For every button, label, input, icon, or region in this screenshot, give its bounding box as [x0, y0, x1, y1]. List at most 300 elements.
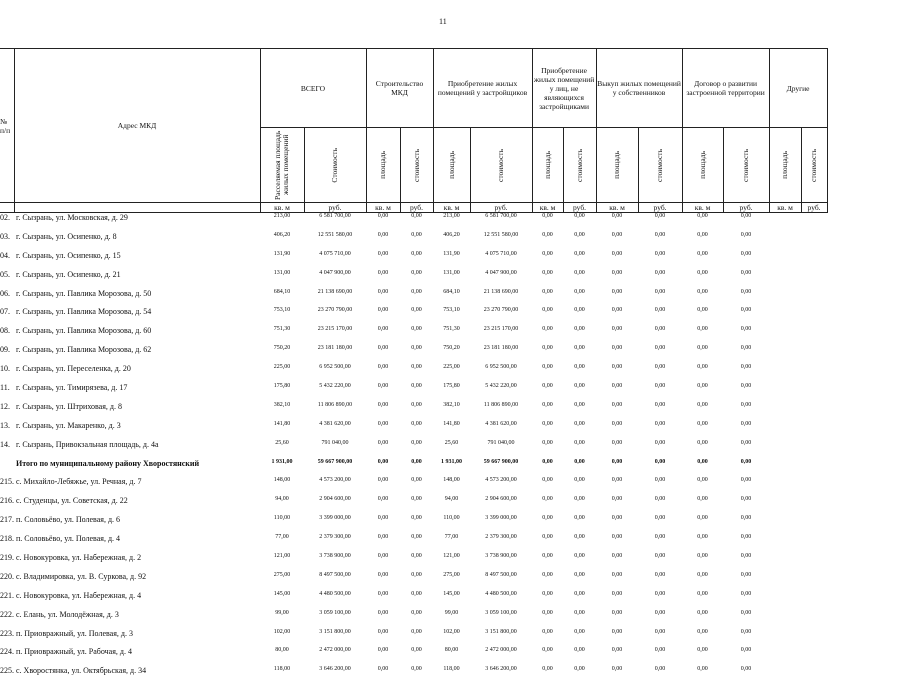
row-value: 0,00 [638, 363, 682, 382]
row-value: 751,30 [260, 325, 304, 344]
row-value: 0,00 [682, 401, 723, 420]
row-address: с. Владимировка, ул. В. Суркова, д. 92 [14, 571, 260, 590]
unit-area: кв. м [433, 203, 470, 213]
row-address: с. Елань, ул. Молодёжная, д. 3 [14, 609, 260, 628]
group-header-construction: Строительство МКД [366, 49, 433, 128]
row-address: п. Приовражный, ул. Полевая, д. 3 [14, 628, 260, 647]
row-value: 0,00 [563, 288, 596, 307]
row-value: 0,00 [563, 363, 596, 382]
row-value: 0,00 [400, 439, 433, 458]
row-value: 684,10 [260, 288, 304, 307]
unit-area: кв. м [682, 203, 723, 213]
table-row [0, 533, 827, 552]
row-value: 141,80 [260, 420, 304, 439]
row-number: 05. [0, 269, 14, 288]
row-value: 0,00 [366, 533, 400, 552]
row-value: 0,00 [682, 420, 723, 439]
table-row [0, 552, 827, 571]
row-value: 2 379 300,00 [304, 533, 366, 552]
row-value: 4 047 900,00 [304, 269, 366, 288]
row-value: 0,00 [366, 382, 400, 401]
row-value: 0,00 [400, 609, 433, 628]
row-value: 0,00 [366, 590, 400, 609]
row-value: 0,00 [638, 609, 682, 628]
row-value: 59 667 900,00 [470, 458, 532, 477]
row-value: 0,00 [532, 363, 563, 382]
row-value: 0,00 [366, 665, 400, 684]
row-value: 0,00 [532, 213, 563, 231]
row-value: 0,00 [723, 213, 769, 231]
row-value: 213,00 [260, 213, 304, 231]
row-value: 0,00 [532, 590, 563, 609]
row-value: 4 573 200,00 [304, 476, 366, 495]
row-value: 25,60 [260, 439, 304, 458]
row-value: 0,00 [596, 269, 638, 288]
row-value: 2 472 000,00 [304, 646, 366, 665]
row-value: 145,00 [433, 590, 470, 609]
row-value: 0,00 [638, 231, 682, 250]
row-value: 3 399 000,00 [304, 514, 366, 533]
row-value: 406,20 [260, 231, 304, 250]
row-value: 213,00 [433, 213, 470, 231]
row-value: 12 551 580,00 [470, 231, 532, 250]
row-value: 148,00 [433, 476, 470, 495]
row-value: 0,00 [366, 325, 400, 344]
subheader-area: площадь [769, 128, 801, 203]
row-value: 0,00 [596, 231, 638, 250]
row-value: 0,00 [532, 344, 563, 363]
row-value: 0,00 [638, 665, 682, 684]
row-address: г. Сызрань, ул. Осипенко, д. 21 [14, 269, 260, 288]
row-value: 3 059 100,00 [304, 609, 366, 628]
row-value: 0,00 [682, 552, 723, 571]
row-value: 0,00 [723, 420, 769, 439]
row-value: 0,00 [532, 495, 563, 514]
table-row [0, 306, 827, 325]
group-header-buyout: Выкуп жилых помещений у собственников [596, 49, 682, 128]
row-value: 2 904 600,00 [304, 495, 366, 514]
subheader-cost: стоимость [563, 128, 596, 203]
row-value: 77,00 [260, 533, 304, 552]
row-value: 751,30 [433, 325, 470, 344]
subheader-area: площадь [366, 128, 400, 203]
row-value: 0,00 [682, 363, 723, 382]
row-number: 12. [0, 401, 14, 420]
row-value: 0,00 [366, 495, 400, 514]
row-value: 0,00 [682, 250, 723, 269]
table-row [0, 628, 827, 647]
row-value: 0,00 [400, 665, 433, 684]
row-value: 0,00 [638, 250, 682, 269]
table-row [0, 250, 827, 269]
row-value: 0,00 [366, 439, 400, 458]
row-value: 0,00 [563, 231, 596, 250]
row-value: 59 667 900,00 [304, 458, 366, 477]
row-value: 0,00 [532, 250, 563, 269]
row-value: 141,80 [433, 420, 470, 439]
row-value: 0,00 [563, 269, 596, 288]
row-value: 0,00 [638, 533, 682, 552]
row-value: 0,00 [596, 646, 638, 665]
row-value: 99,00 [433, 609, 470, 628]
row-number: 218. [0, 533, 14, 552]
table-row [0, 288, 827, 307]
row-value: 0,00 [596, 306, 638, 325]
row-value: 0,00 [682, 628, 723, 647]
row-number: 02. [0, 213, 14, 231]
row-value: 11 806 890,00 [304, 401, 366, 420]
subheader-resettled-area: Расселяемая площадь жилых помещений [260, 128, 304, 203]
row-value: 0,00 [723, 344, 769, 363]
row-value: 0,00 [682, 306, 723, 325]
row-value: 0,00 [596, 288, 638, 307]
row-value: 225,00 [433, 363, 470, 382]
table-header [0, 49, 827, 213]
table-row [0, 401, 827, 420]
row-value: 0,00 [400, 552, 433, 571]
row-value: 0,00 [563, 382, 596, 401]
row-value: 0,00 [682, 476, 723, 495]
unit-area: кв. м [596, 203, 638, 213]
table-row [0, 571, 827, 590]
row-value: 0,00 [366, 476, 400, 495]
subheader-cost: Стоимость [304, 128, 366, 203]
row-value: 2 379 300,00 [470, 533, 532, 552]
row-value: 8 497 500,00 [304, 571, 366, 590]
row-value: 6 952 500,00 [304, 363, 366, 382]
row-value: 0,00 [682, 269, 723, 288]
row-value: 80,00 [433, 646, 470, 665]
row-value: 0,00 [638, 571, 682, 590]
row-value: 110,00 [433, 514, 470, 533]
row-value: 275,00 [433, 571, 470, 590]
row-value: 0,00 [366, 269, 400, 288]
row-value: 3 646 200,00 [304, 665, 366, 684]
table-row [0, 609, 827, 628]
row-value: 0,00 [400, 344, 433, 363]
row-value: 0,00 [723, 495, 769, 514]
row-value: 0,00 [682, 590, 723, 609]
row-value: 4 075 710,00 [304, 250, 366, 269]
row-value: 0,00 [366, 571, 400, 590]
row-value: 0,00 [596, 363, 638, 382]
row-address: г. Сызрань, ул. Павлика Морозова, д. 50 [14, 288, 260, 307]
row-value: 0,00 [400, 288, 433, 307]
row-number [0, 458, 14, 477]
row-value: 0,00 [563, 514, 596, 533]
row-address: с. Студенцы, ул. Советская, д. 22 [14, 495, 260, 514]
row-value: 0,00 [532, 609, 563, 628]
row-value: 148,00 [260, 476, 304, 495]
row-value: 4 381 620,00 [304, 420, 366, 439]
group-header-other: Другие [769, 49, 827, 128]
row-value: 0,00 [723, 571, 769, 590]
unit-rub: руб. [304, 203, 366, 213]
row-value: 11 806 890,00 [470, 401, 532, 420]
row-value: 0,00 [400, 231, 433, 250]
row-value: 0,00 [638, 476, 682, 495]
row-value: 0,00 [638, 439, 682, 458]
row-number: 220. [0, 571, 14, 590]
row-number: 215. [0, 476, 14, 495]
row-value: 0,00 [563, 420, 596, 439]
row-address: г. Сызрань, ул. Московская, д. 29 [14, 213, 260, 231]
group-header-non-developers: Приобретение жилых помещений у лиц, не являющихся застройщиками [532, 49, 596, 128]
row-value: 0,00 [723, 628, 769, 647]
row-value: 0,00 [682, 571, 723, 590]
row-value: 225,00 [260, 363, 304, 382]
row-value: 0,00 [563, 609, 596, 628]
row-value: 0,00 [400, 646, 433, 665]
row-value: 0,00 [366, 646, 400, 665]
row-number: 04. [0, 250, 14, 269]
row-value: 0,00 [638, 269, 682, 288]
row-value: 0,00 [532, 458, 563, 477]
row-value: 12 551 580,00 [304, 231, 366, 250]
row-value: 0,00 [723, 269, 769, 288]
table-row [0, 363, 827, 382]
row-value: 0,00 [682, 325, 723, 344]
row-value: 0,00 [400, 213, 433, 231]
row-value: 0,00 [366, 420, 400, 439]
row-address: с. Новокуровка, ул. Набережная, д. 4 [14, 590, 260, 609]
row-value: 0,00 [723, 439, 769, 458]
group-header-total: ВСЕГО [260, 49, 366, 128]
group-header-development-agreement: Договор о развитии застроенной территории [682, 49, 769, 128]
row-value: 0,00 [638, 458, 682, 477]
row-value: 0,00 [366, 552, 400, 571]
row-value: 145,00 [260, 590, 304, 609]
row-value: 0,00 [638, 401, 682, 420]
row-value: 0,00 [596, 476, 638, 495]
row-value: 0,00 [682, 646, 723, 665]
row-value: 6 581 700,00 [470, 213, 532, 231]
unit-rub: руб. [400, 203, 433, 213]
row-address: п. Приовражный, ул. Рабочая, д. 4 [14, 646, 260, 665]
row-value: 0,00 [723, 646, 769, 665]
unit-area: кв. м [366, 203, 400, 213]
resettlement-table [0, 48, 828, 684]
row-value: 0,00 [682, 213, 723, 231]
row-value: 0,00 [596, 552, 638, 571]
row-value: 0,00 [723, 609, 769, 628]
row-value: 0,00 [723, 590, 769, 609]
unit-area: кв. м [260, 203, 304, 213]
row-value: 6 952 500,00 [470, 363, 532, 382]
row-value: 8 497 500,00 [470, 571, 532, 590]
unit-rub: руб. [638, 203, 682, 213]
row-value: 0,00 [366, 458, 400, 477]
row-address: г. Сызрань, ул. Тимирязева, д. 17 [14, 382, 260, 401]
row-value: 131,90 [433, 250, 470, 269]
row-value: 0,00 [400, 571, 433, 590]
table-row [0, 382, 827, 401]
subheader-cost: стоимость [801, 128, 827, 203]
row-value: 0,00 [563, 439, 596, 458]
row-value: 94,00 [260, 495, 304, 514]
row-value: 0,00 [596, 439, 638, 458]
group-header-developers: Приобретение жилых помещений у застройщиков [433, 49, 532, 128]
row-value: 131,90 [260, 250, 304, 269]
row-value: 0,00 [723, 458, 769, 477]
row-value: 0,00 [596, 628, 638, 647]
row-address: г. Сызрань, ул. Осипенко, д. 8 [14, 231, 260, 250]
row-value: 0,00 [366, 288, 400, 307]
row-value: 0,00 [723, 514, 769, 533]
row-value: 0,00 [366, 363, 400, 382]
row-number: 225. [0, 665, 14, 684]
row-value: 0,00 [682, 495, 723, 514]
row-value: 0,00 [596, 571, 638, 590]
row-value: 0,00 [400, 363, 433, 382]
row-number: 07. [0, 306, 14, 325]
row-value: 0,00 [532, 269, 563, 288]
row-value: 0,00 [682, 533, 723, 552]
row-number: 13. [0, 420, 14, 439]
row-value: 0,00 [400, 495, 433, 514]
row-value: 0,00 [532, 325, 563, 344]
row-value: 80,00 [260, 646, 304, 665]
row-value: 0,00 [596, 382, 638, 401]
row-value: 77,00 [433, 533, 470, 552]
row-value: 175,80 [260, 382, 304, 401]
table-row [0, 213, 827, 231]
row-value: 0,00 [400, 420, 433, 439]
row-value: 0,00 [682, 609, 723, 628]
subheader-cost: стоимость [723, 128, 769, 203]
unit-rub: руб. [470, 203, 532, 213]
row-number: 14. [0, 439, 14, 458]
table-row [0, 495, 827, 514]
table-row [0, 325, 827, 344]
row-value: 131,00 [433, 269, 470, 288]
row-value: 3 399 000,00 [470, 514, 532, 533]
row-value: 4 047 900,00 [470, 269, 532, 288]
table-row [0, 646, 827, 665]
row-value: 0,00 [532, 476, 563, 495]
row-value: 0,00 [596, 325, 638, 344]
row-value: 0,00 [682, 382, 723, 401]
row-value: 110,00 [260, 514, 304, 533]
row-value: 0,00 [596, 420, 638, 439]
table-row [0, 665, 827, 684]
row-number: 09. [0, 344, 14, 363]
row-value: 0,00 [596, 344, 638, 363]
row-value: 0,00 [563, 665, 596, 684]
row-value: 0,00 [366, 306, 400, 325]
subheader-area: площадь [682, 128, 723, 203]
row-value: 3 151 800,00 [470, 628, 532, 647]
row-value: 0,00 [400, 269, 433, 288]
row-address: с. Новокуровка, ул. Набережная, д. 2 [14, 552, 260, 571]
row-value: 3 646 200,00 [470, 665, 532, 684]
row-number: 03. [0, 231, 14, 250]
row-value: 0,00 [638, 288, 682, 307]
row-number: 216. [0, 495, 14, 514]
row-value: 0,00 [682, 231, 723, 250]
row-value: 23 270 790,00 [304, 306, 366, 325]
row-number: 217. [0, 514, 14, 533]
row-value: 0,00 [596, 458, 638, 477]
row-value: 791 040,00 [304, 439, 366, 458]
row-value: 0,00 [532, 231, 563, 250]
row-value: 0,00 [638, 213, 682, 231]
row-number: 10. [0, 363, 14, 382]
row-value: 0,00 [563, 495, 596, 514]
row-value: 102,00 [433, 628, 470, 647]
row-value: 0,00 [366, 231, 400, 250]
row-value: 753,10 [260, 306, 304, 325]
row-value: 0,00 [638, 552, 682, 571]
table-row [0, 439, 827, 458]
address-col-header: Адрес МКД [14, 49, 260, 203]
total-row [0, 458, 827, 477]
row-value: 0,00 [400, 382, 433, 401]
row-value: 0,00 [532, 306, 563, 325]
row-value: 0,00 [400, 590, 433, 609]
row-value: 118,00 [260, 665, 304, 684]
row-value: 175,80 [433, 382, 470, 401]
unit-rub: руб. [563, 203, 596, 213]
row-value: 2 904 600,00 [470, 495, 532, 514]
row-value: 94,00 [433, 495, 470, 514]
row-value: 0,00 [682, 288, 723, 307]
row-value: 0,00 [563, 646, 596, 665]
row-value: 0,00 [563, 628, 596, 647]
row-value: 5 432 220,00 [304, 382, 366, 401]
row-value: 0,00 [563, 306, 596, 325]
row-address: г. Сызрань, ул. Павлика Морозова, д. 60 [14, 325, 260, 344]
row-value: 0,00 [638, 495, 682, 514]
row-value: 0,00 [638, 382, 682, 401]
unit-cell-empty [0, 203, 14, 213]
row-value: 0,00 [563, 571, 596, 590]
row-address: п. Соловьёво, ул. Полевая, д. 6 [14, 514, 260, 533]
table-row [0, 590, 827, 609]
row-number: 219. [0, 552, 14, 571]
row-address: с. Михайло-Лебяжье, ул. Речная, д. 7 [14, 476, 260, 495]
row-value: 0,00 [638, 590, 682, 609]
row-value: 0,00 [596, 213, 638, 231]
row-address: г. Сызрань, ул. Макаренко, д. 3 [14, 420, 260, 439]
num-col-header: № п/п [0, 49, 14, 203]
row-value: 0,00 [682, 665, 723, 684]
row-address: г. Сызрань, ул. Осипенко, д. 15 [14, 250, 260, 269]
row-value: 0,00 [638, 344, 682, 363]
row-address: Итого по муниципальному району Хворостянский [14, 458, 260, 477]
row-value: 0,00 [723, 231, 769, 250]
row-value: 1 931,00 [260, 458, 304, 477]
row-value: 6 581 700,00 [304, 213, 366, 231]
row-value: 0,00 [596, 514, 638, 533]
row-value: 0,00 [400, 533, 433, 552]
row-value: 0,00 [400, 306, 433, 325]
row-value: 131,00 [260, 269, 304, 288]
row-value: 0,00 [723, 382, 769, 401]
table-row [0, 420, 827, 439]
unit-area: кв. м [532, 203, 563, 213]
row-value: 382,10 [260, 401, 304, 420]
row-value: 0,00 [366, 344, 400, 363]
row-value: 0,00 [532, 571, 563, 590]
row-value: 21 138 690,00 [304, 288, 366, 307]
row-number: 223. [0, 628, 14, 647]
row-value: 23 215 170,00 [470, 325, 532, 344]
row-value: 0,00 [638, 514, 682, 533]
table-row [0, 269, 827, 288]
row-value: 4 381 620,00 [470, 420, 532, 439]
subheader-cost: стоимость [470, 128, 532, 203]
